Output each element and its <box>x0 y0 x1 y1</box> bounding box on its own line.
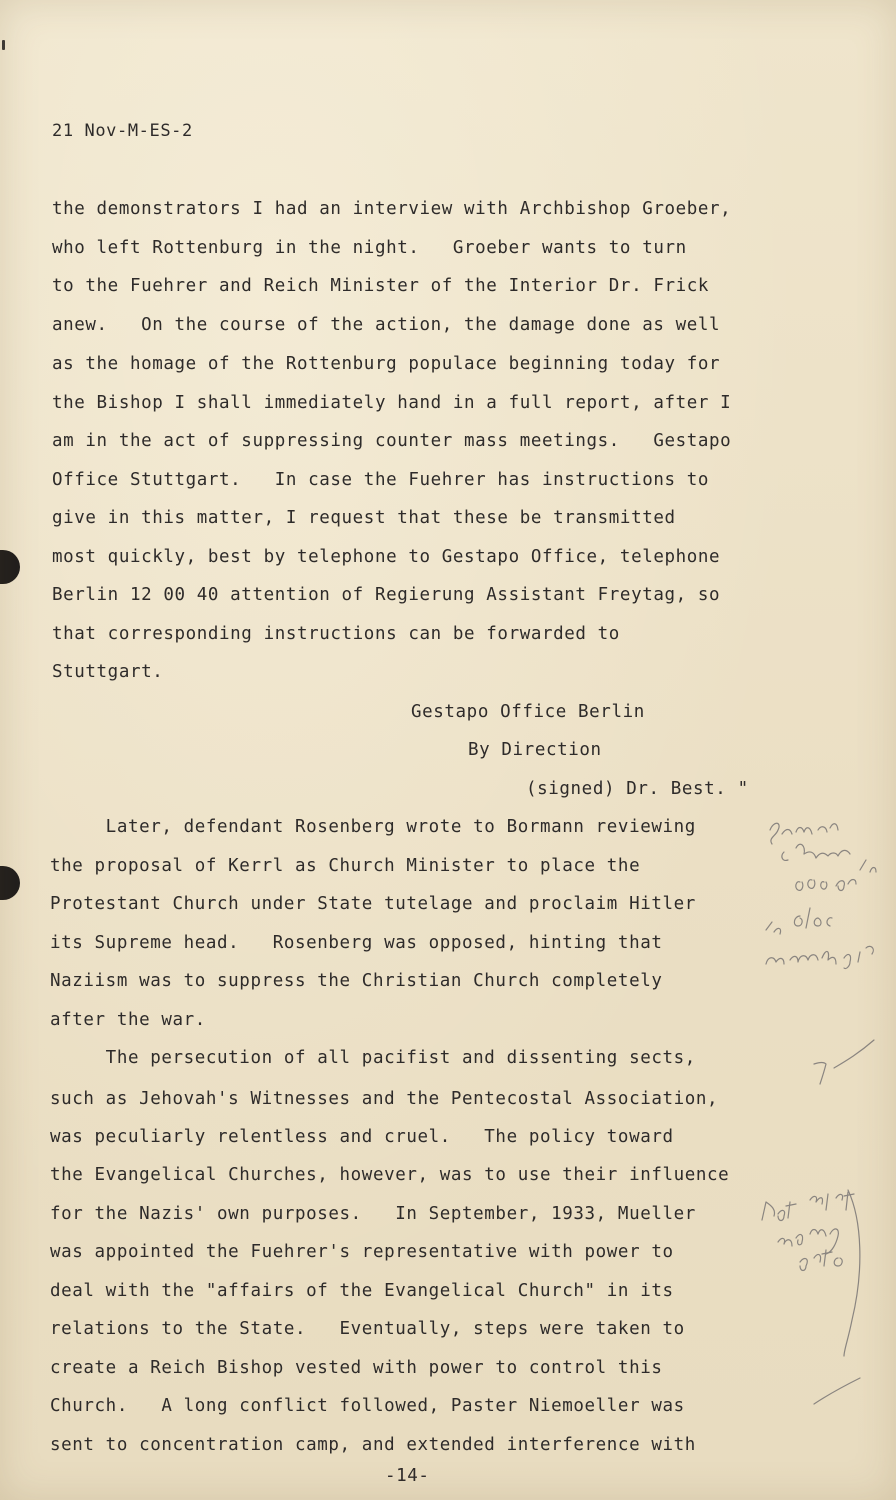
text-line: am in the act of suppressing counter mass meetings. Gestapo <box>52 431 732 451</box>
text-line: relations to the State. Eventually, steps were taken to <box>50 1319 685 1339</box>
text-line: create a Reich Bishop vested with power to control this <box>50 1358 663 1378</box>
page-number: -14- <box>385 1466 430 1486</box>
text-line: the proposal of Kerrl as Church Minister to place the <box>50 856 641 876</box>
text-line: deal with the "affairs of the Evangelical Church" in its <box>50 1281 674 1301</box>
signature-direction: By Direction <box>468 740 602 760</box>
text-line: the Evangelical Churches, however, was to use their influence <box>50 1165 730 1185</box>
text-line: its Supreme head. Rosenberg was opposed, hinting that <box>50 933 663 953</box>
punch-hole <box>0 550 20 584</box>
text-line: who left Rottenburg in the night. Groeber wants to turn <box>52 238 687 258</box>
text-line: Church. A long conflict followed, Paster Niemoeller was <box>50 1396 685 1416</box>
text-line: Office Stuttgart. In case the Fuehrer has instructions to <box>52 470 710 490</box>
punch-hole <box>0 866 20 900</box>
handwritten-margin-notes <box>748 800 893 1420</box>
tick-mark <box>2 40 5 50</box>
text-line: give in this matter, I request that these be transmitted <box>52 508 676 528</box>
text-line: as the homage of the Rottenburg populace beginning today for <box>52 354 721 374</box>
text-line: that corresponding instructions can be forwarded to <box>52 624 620 644</box>
text-line: The persecution of all pacifist and dissenting sects, <box>50 1048 696 1068</box>
text-line: Stuttgart. <box>52 662 164 682</box>
text-line: such as Jehovah's Witnesses and the Pentecostal Association, <box>50 1089 719 1109</box>
text-line: was peculiarly relentless and cruel. The policy toward <box>50 1127 674 1147</box>
text-line: the demonstrators I had an interview with Archbishop Groeber, <box>52 199 732 219</box>
text-line: to the Fuehrer and Reich Minister of the Interior Dr. Frick <box>52 276 710 296</box>
document-reference: 21 Nov-M-ES-2 <box>52 121 193 141</box>
text-line: sent to concentration camp, and extended interference with <box>50 1435 696 1455</box>
text-line: Protestant Church under State tutelage and proclaim Hitler <box>50 894 696 914</box>
text-line: the Bishop I shall immediately hand in a full report, after I <box>52 393 732 413</box>
text-line: most quickly, best by telephone to Gestapo Office, telephone <box>52 547 721 567</box>
signature-office: Gestapo Office Berlin <box>411 702 645 722</box>
signature-signed: (signed) Dr. Best. " <box>526 779 749 799</box>
text-line: Later, defendant Rosenberg wrote to Bormann reviewing <box>50 817 696 837</box>
text-line: anew. On the course of the action, the damage done as well <box>52 315 721 335</box>
text-line: for the Nazis' own purposes. In September, 1933, Mueller <box>50 1204 696 1224</box>
text-line: Berlin 12 00 40 attention of Regierung Assistant Freytag, so <box>52 585 721 605</box>
text-line: after the war. <box>50 1010 206 1030</box>
text-line: Naziism was to suppress the Christian Church completely <box>50 971 663 991</box>
text-line: was appointed the Fuehrer's representative with power to <box>50 1242 674 1262</box>
